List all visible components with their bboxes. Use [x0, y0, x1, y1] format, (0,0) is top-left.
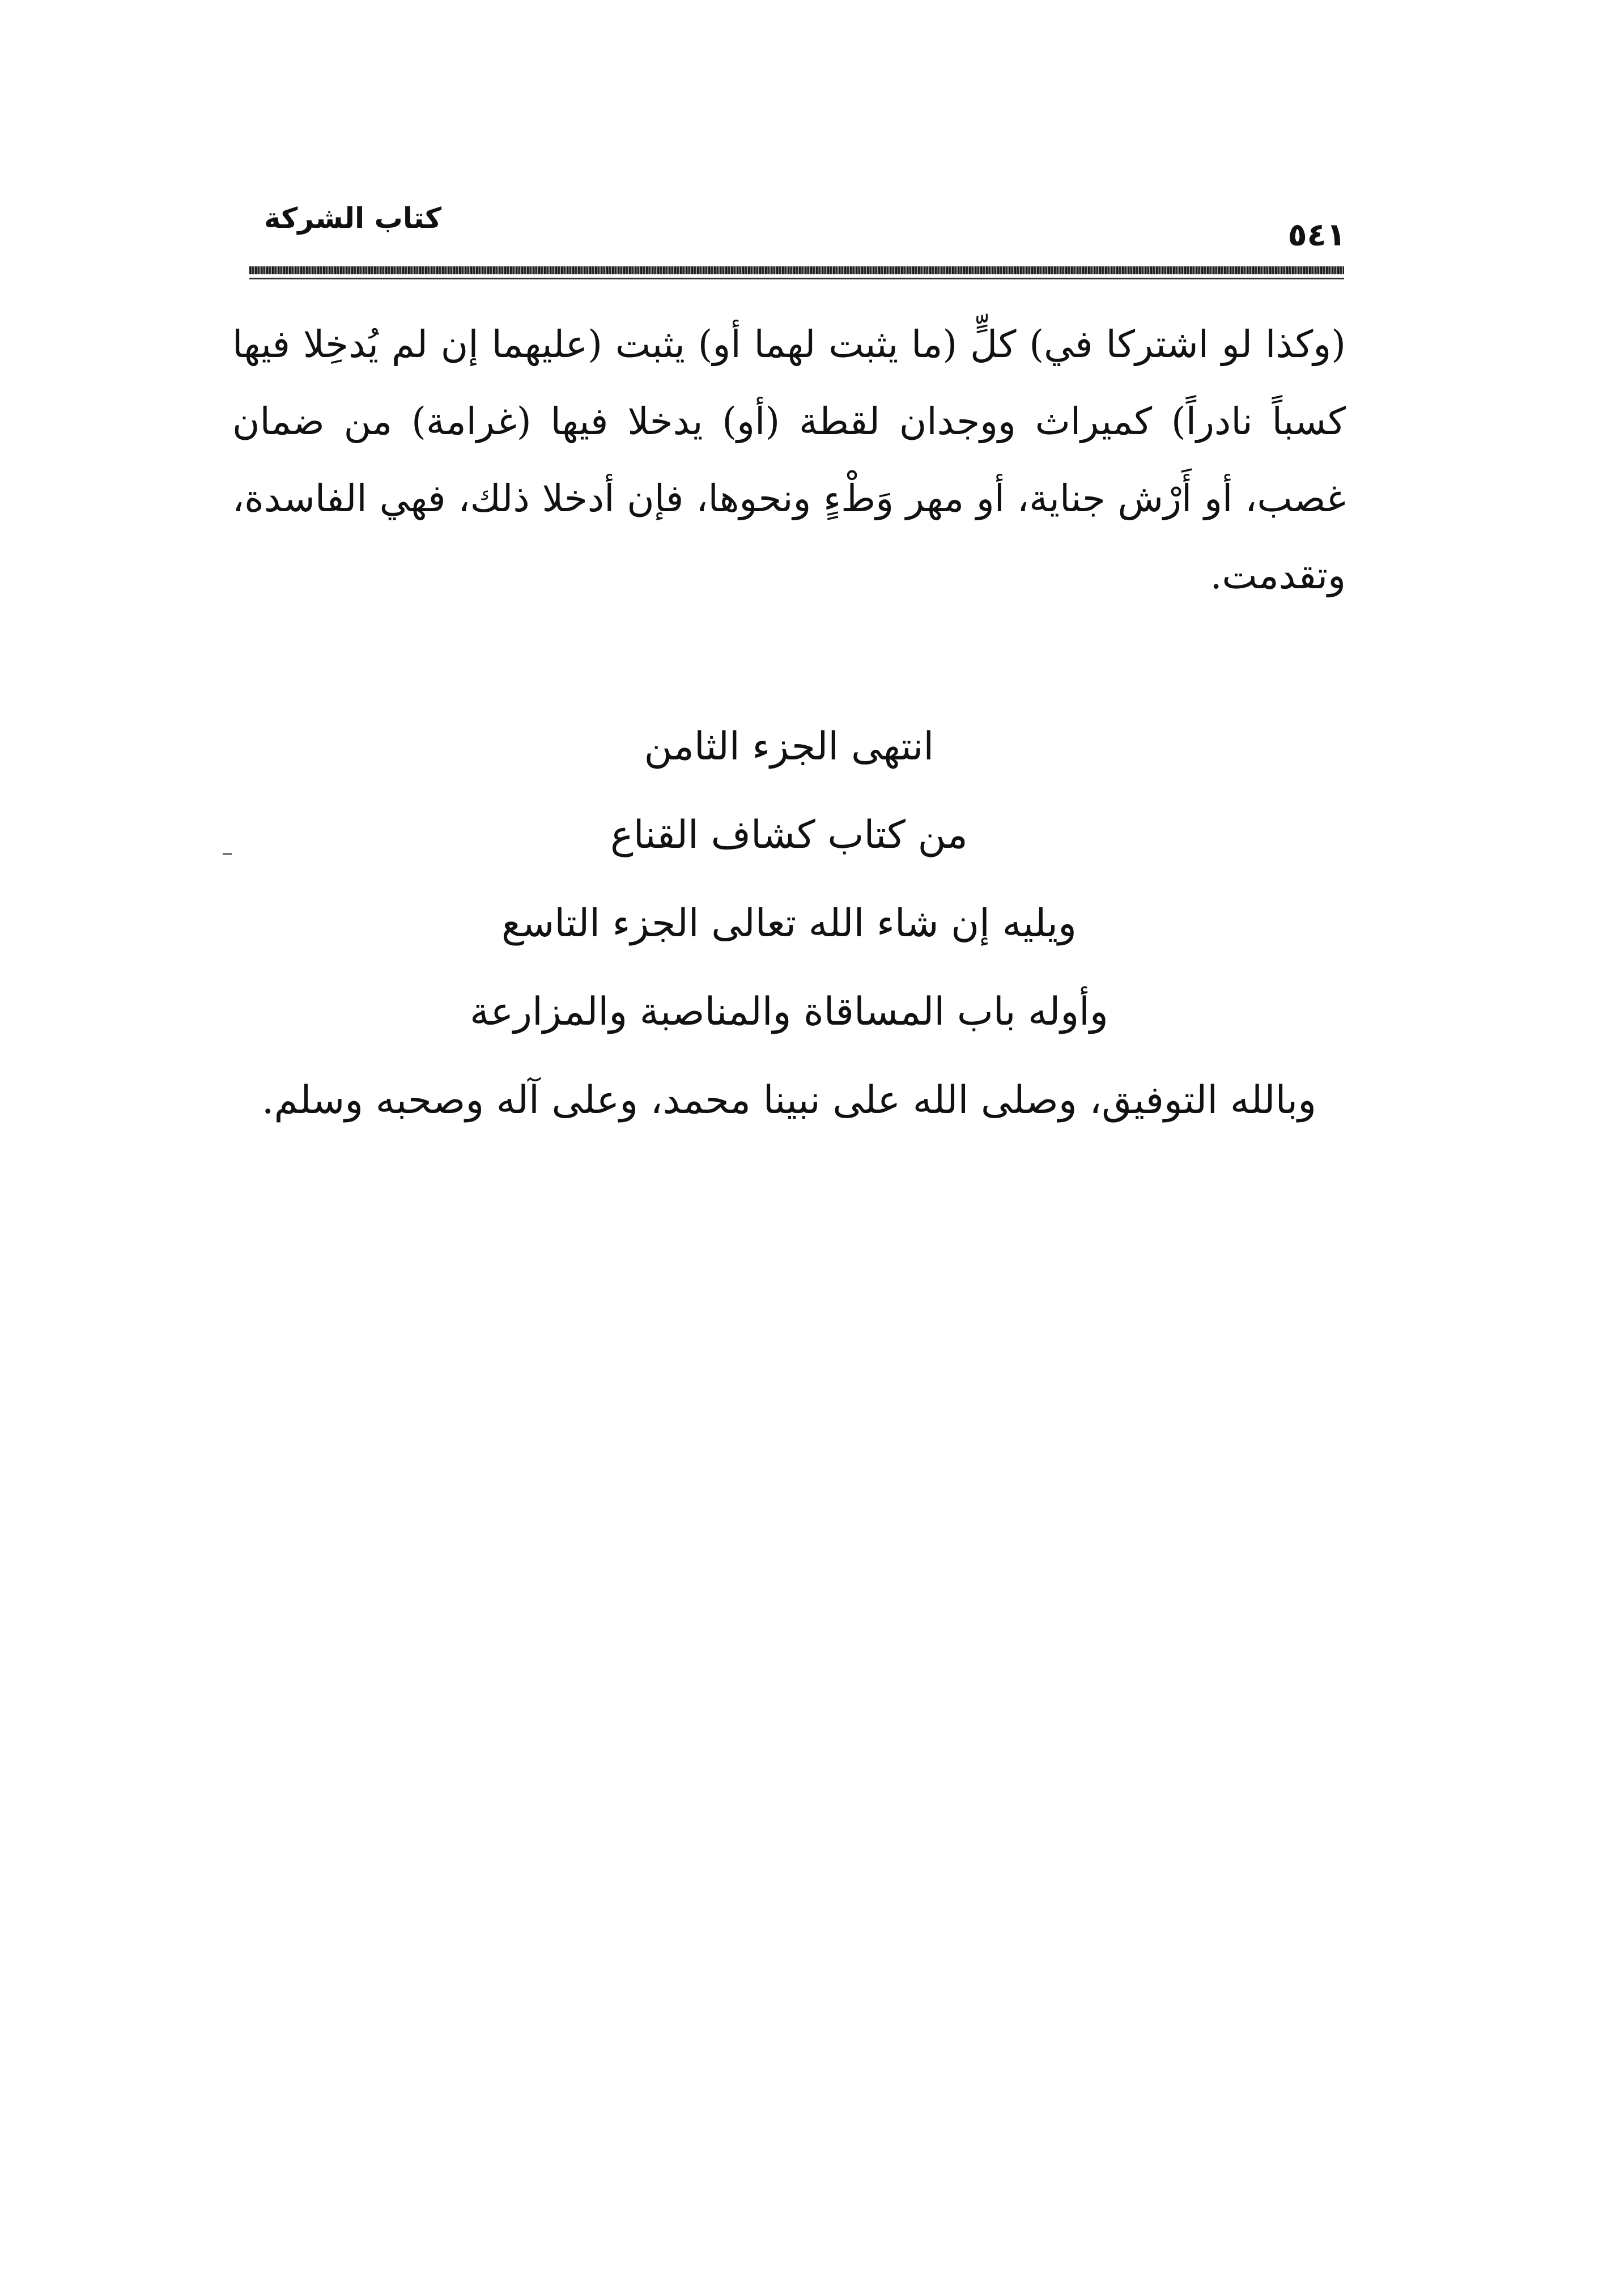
header-rule	[249, 266, 1344, 274]
closing-line-next-volume: ويليه إن شاء الله تعالى الجزء التاسع	[501, 901, 1077, 946]
page-number: ٥٤١	[1287, 216, 1346, 253]
volume-closing-note	[232, 703, 1346, 1145]
closing-line-end-of-volume: انتهى الجزء الثامن	[644, 724, 934, 769]
header-rule-underline	[249, 278, 1344, 279]
closing-line-next-chapter: وأوله باب المساقاة والمناصبة والمزارعة	[470, 990, 1108, 1034]
closing-line-book-name: من كتاب كشاف القناع	[610, 813, 968, 857]
scan-artifact-mark	[223, 853, 232, 855]
running-title: كتاب الشركة	[263, 202, 442, 235]
body-paragraph: (وكذا لو اشتركا في) كلٍّ (ما يثبت لهما أو) يثبت (عليهما إن لم يُدخِلا فيها كسباً نادراً) كميراث ووجدان لقطة (أو) يدخلا فيها (غرامة) من ضمان غصب، أو أَرْش جناية، أو مهر وَطْءٍ ونحوها، فإن أدخلا ذلك، فهي الفاسدة، وتقدمت.	[232, 322, 1346, 597]
closing-line-benediction: وبالله التوفيق، وصلى الله على نبينا محمد، وعلى آله وصحبه وسلم.	[261, 1078, 1317, 1123]
